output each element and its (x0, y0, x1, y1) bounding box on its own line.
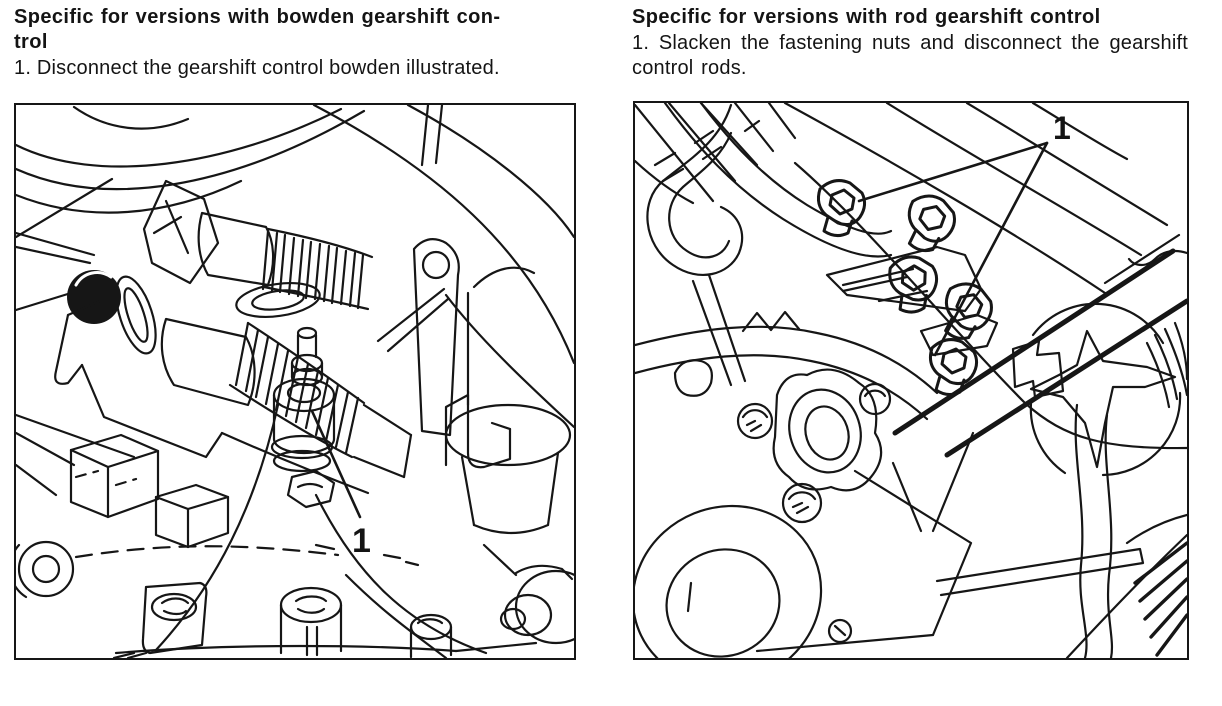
rod-heading-line1: Specific for versions with rod gearshift control (632, 6, 1101, 28)
rod-figure-drawing (635, 103, 1187, 658)
bowden-callout-1: 1 (352, 522, 371, 560)
rod-callout-1: 1 (1053, 110, 1071, 146)
rod-figure (633, 101, 1189, 660)
rod-step-text: 1. Slacken the fastening nuts and disconnect the gearshift control rods. (632, 32, 1188, 79)
rod-section (632, 5, 1188, 81)
rod-heading (632, 5, 1188, 30)
bowden-heading-line2: trol (14, 31, 48, 53)
bowden-section (14, 5, 576, 81)
bowden-figure-drawing (16, 105, 574, 658)
bowden-figure (14, 103, 576, 660)
bowden-heading-line1: Specific for versions with bowden gearshift con- (14, 6, 501, 28)
bowden-heading (14, 5, 576, 55)
bowden-step-text: 1. Disconnect the gearshift control bowden illustrated. (14, 57, 500, 79)
